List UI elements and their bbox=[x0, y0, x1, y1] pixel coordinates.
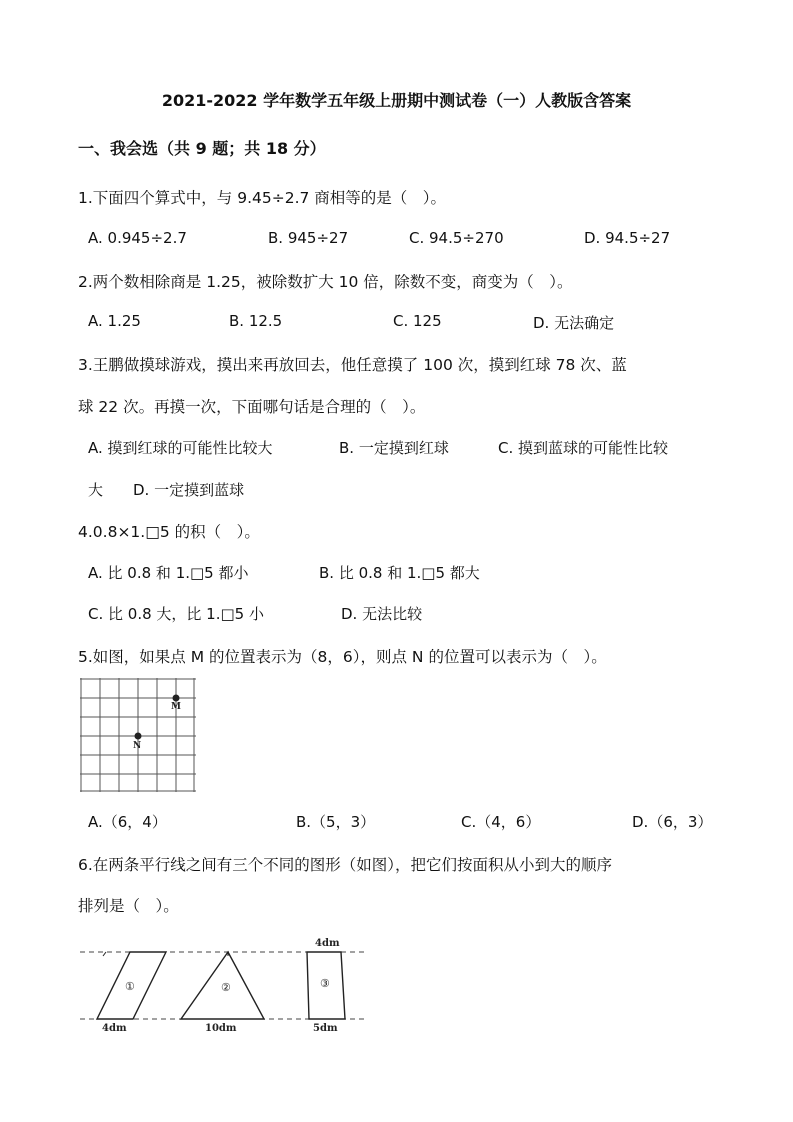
coordinate-grid-figure bbox=[80, 678, 198, 794]
q4-option-d: D. 无法比较 bbox=[341, 605, 423, 623]
point-n bbox=[135, 733, 142, 740]
q4-option-c: C. 比 0.8 大，比 1.□5 小 bbox=[88, 605, 264, 623]
question-6-stem-line2: 排列是（ ）。 bbox=[78, 897, 179, 915]
parallel-shapes-figure bbox=[80, 934, 370, 1038]
question-2-stem: 2.两个数相除商是 1.25，被除数扩大 10 倍，除数不变，商变为（ ）。 bbox=[78, 273, 573, 291]
q4-option-b: B. 比 0.8 和 1.□5 都大 bbox=[319, 564, 480, 582]
shape-3-top-label: 4dm bbox=[315, 938, 340, 949]
q3-option-d: D. 一定摸到蓝球 bbox=[133, 481, 245, 499]
q3-option-c-wrap: 大 bbox=[88, 481, 104, 499]
point-m bbox=[173, 695, 180, 702]
q3-option-b: B. 一定摸到红球 bbox=[339, 439, 449, 457]
q1-option-b: B. 945÷27 bbox=[268, 229, 349, 247]
question-1-stem: 1.下面四个算式中，与 9.45÷2.7 商相等的是（ ）。 bbox=[78, 189, 447, 207]
shape-1-label: ① bbox=[125, 980, 135, 993]
point-m-label: M bbox=[171, 702, 181, 712]
q3-option-c: C. 摸到蓝球的可能性比较 bbox=[498, 439, 669, 457]
q2-option-c: C. 125 bbox=[393, 312, 442, 330]
q5-option-a: A.（6，4） bbox=[88, 813, 167, 831]
q2-option-a: A. 1.25 bbox=[88, 312, 141, 330]
q1-option-d: D. 94.5÷27 bbox=[584, 229, 671, 247]
question-3-stem-line2: 球 22 次。再摸一次，下面哪句话是合理的（ ）。 bbox=[78, 398, 426, 416]
page-title: 2021-2022 学年数学五年级上册期中测试卷（一）人教版含答案 bbox=[161, 91, 632, 110]
point-n-label: N bbox=[133, 741, 142, 751]
q2-option-b: B. 12.5 bbox=[229, 312, 283, 330]
question-4-stem: 4.0.8×1.□5 的积（ ）。 bbox=[78, 523, 260, 541]
shape-2-label: ② bbox=[221, 981, 231, 994]
question-6-stem-line1: 6.在两条平行线之间有三个不同的图形（如图），把它们按面积从小到大的顺序 bbox=[78, 856, 613, 874]
q1-option-c: C. 94.5÷270 bbox=[409, 229, 504, 247]
question-3-stem-line1: 3.王鹏做摸球游戏，摸出来再放回去，他任意摸了 100 次，摸到红球 78 次、蓝 bbox=[78, 356, 627, 374]
q5-option-c: C.（4，6） bbox=[461, 813, 541, 831]
question-5-stem: 5.如图，如果点 M 的位置表示为（8，6），则点 N 的位置可以表示为（ ）。 bbox=[78, 648, 607, 666]
q2-option-d: D. 无法确定 bbox=[533, 314, 615, 332]
q4-option-a: A. 比 0.8 和 1.□5 都小 bbox=[88, 564, 249, 582]
shape-2-base-label: 10dm bbox=[205, 1023, 237, 1034]
shape-3-bottom-label: 5dm bbox=[313, 1023, 338, 1034]
q1-option-a: A. 0.945÷2.7 bbox=[88, 229, 187, 247]
section-heading: 一、我会选（共 9 题；共 18 分） bbox=[78, 139, 326, 158]
q5-option-b: B.（5，3） bbox=[296, 813, 376, 831]
shape-3-label: ③ bbox=[320, 977, 330, 990]
q3-option-a: A. 摸到红球的可能性比较大 bbox=[88, 439, 273, 457]
q5-option-d: D.（6，3） bbox=[632, 813, 713, 831]
shape-1-base-label: 4dm bbox=[102, 1023, 127, 1034]
